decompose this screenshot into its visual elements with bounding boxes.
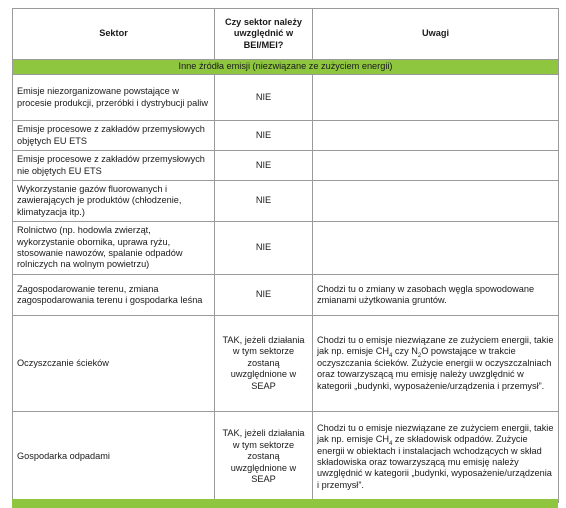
- subscript: 2: [417, 353, 422, 360]
- uwagi-text-part: Chodzi tu o emisje niezwiązane ze zużyciem energii, takie jak np. emisje CH: [317, 422, 554, 445]
- cell-uwagi: Chodzi tu o zmiany w zasobach węgla spowodowane zmianami użytkowania gruntów.: [313, 275, 559, 316]
- table-row: [13, 121, 559, 151]
- table-row: [13, 412, 559, 503]
- cell-sektor: Gospodarka odpadami: [13, 412, 215, 503]
- table-row: [13, 75, 559, 121]
- table-row: [13, 181, 559, 222]
- cell-uwagi: [313, 75, 559, 121]
- header-sektor: Sektor: [13, 9, 215, 60]
- subscript: 4: [389, 353, 393, 360]
- footer-green-bar: [12, 499, 558, 508]
- table-header-row: [13, 9, 559, 60]
- cell-czy: NIE: [215, 181, 313, 222]
- table-row: [13, 151, 559, 181]
- header-uwagi: Uwagi: [313, 9, 559, 60]
- cell-sektor: Emisje procesowe z zakładów przemysłowych objętych EU ETS: [13, 121, 215, 151]
- cell-czy: NIE: [215, 275, 313, 316]
- table-row: [13, 275, 559, 316]
- uwagi-text-part: czy N: [392, 346, 418, 357]
- sector-table-container: [12, 8, 558, 503]
- header-czy-uwzglednic: Czy sektor należy uwzględnić w BEI/MEI?: [215, 9, 313, 60]
- cell-czy: TAK, jeżeli działania w tym sektorze zostaną uwzględnione w SEAP: [215, 316, 313, 412]
- cell-uwagi: [313, 412, 559, 503]
- cell-uwagi: [313, 181, 559, 222]
- section-title: Inne źródła emisji (niezwiązane ze zużyciem energii): [13, 60, 559, 75]
- section-row: [13, 60, 559, 75]
- cell-czy: NIE: [215, 121, 313, 151]
- cell-uwagi: [313, 151, 559, 181]
- cell-sektor: Oczyszczanie ścieków: [13, 316, 215, 412]
- uwagi-text-part: ze składowisk odpadów. Zużycie energii w obiektach i instalacjach wchodzących w skład składowiska oraz towarzyszącą mu emisję należy uwzględnić w kategorii „budynki, wyposażenie/urządzenia i przemysł”.: [317, 434, 552, 490]
- cell-czy: NIE: [215, 151, 313, 181]
- cell-czy: TAK, jeżeli działania w tym sektorze zostaną uwzględnione w SEAP: [215, 412, 313, 503]
- cell-uwagi: [313, 222, 559, 275]
- cell-uwagi: [313, 121, 559, 151]
- cell-uwagi: [313, 316, 559, 412]
- cell-sektor: Emisje procesowe z zakładów przemysłowych nie objętych EU ETS: [13, 151, 215, 181]
- uwagi-text-part: Chodzi tu o emisje niezwiązane ze zużyciem energii, takie jak np. emisje CH: [317, 334, 554, 357]
- cell-sektor: Wykorzystanie gazów fluorowanych i zawierających je produktów (chłodzenie, klimatyzacja itp.): [13, 181, 215, 222]
- uwagi-text-part: O powstające w trakcie oczyszczania ścieków. Zużycie energii w oczyszczalniach oraz towarzyszącą mu emisję należy uwzględnić w kategorii „budynki, wyposażenie/urządzenia i przemysł”.: [317, 346, 552, 391]
- cell-czy: NIE: [215, 75, 313, 121]
- cell-czy: NIE: [215, 222, 313, 275]
- table-row: [13, 316, 559, 412]
- subscript: 4: [389, 441, 393, 448]
- table-row: [13, 222, 559, 275]
- sector-table: [12, 8, 559, 503]
- cell-sektor: Rolnictwo (np. hodowla zwierząt, wykorzystanie obornika, uprawa ryżu, stosowanie nawozów, spalanie odpadów rolniczych na wolnym powietrzu): [13, 222, 215, 275]
- cell-sektor: Zagospodarowanie terenu, zmiana zagospodarowania terenu i gospodarka leśna: [13, 275, 215, 316]
- cell-sektor: Emisje niezorganizowane powstające w procesie produkcji, przeróbki i dystrybucji paliw: [13, 75, 215, 121]
